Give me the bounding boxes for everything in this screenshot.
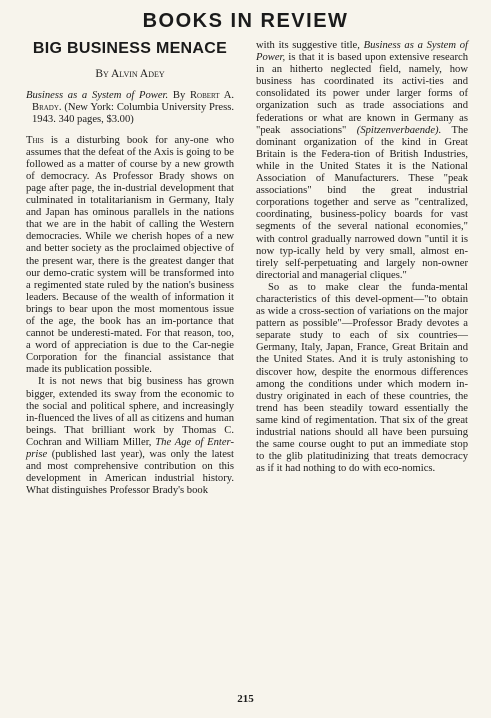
paragraph-3: [256, 40, 468, 282]
paragraph-3-part-a: with its suggestive title,: [256, 40, 364, 51]
paragraph-2-book-title: The Age of Enter-prise: [26, 436, 234, 461]
paragraph-2-part-a: It is not news that big business has grown bigger, extended its sway from the economic to the social and political sphere, and increasingly in-fluenced the lives of all as citizens and human beings. That brilliant work by Thomas C. Cochran and William Miller,: [26, 376, 234, 448]
left-column: [26, 40, 234, 497]
citation-details: (New York: Columbia University Press. 1943. 340 pages, $3.00): [32, 102, 234, 126]
paragraph-2-part-b: (published last year), was only the latest and most comprehensive contribution on this development in American industrial history. What distinguishes Professor Brady's book: [26, 449, 234, 497]
section-title: BOOKS IN REVIEW: [142, 10, 349, 32]
paragraph-2: [26, 376, 234, 497]
paragraph-1-lead: This: [26, 134, 44, 146]
citation-book-title: Business as a System of Power.: [26, 90, 169, 101]
citation-by: By: [172, 90, 186, 101]
book-citation: [26, 90, 234, 127]
paragraph-3-german-term: (Spitzenverbaende).: [356, 124, 442, 136]
paragraph-3-part-c: The dominant organization of the kind in Great Britain is the Federa-tion of British Industries, while in the United States it is the National Association of Manufacturers. These "peak associations" bind the great industrial corporations together and serve as "centralized, coordinating, business-policy boards for vast segments of the several national economies," with control gradually narrowed down "until it is now typ-ically held by very small, almost en-tirely self-perpetuating and largely non-owner directorial and managerial cliques.": [256, 124, 468, 281]
byline: By Alvin Adey: [95, 68, 165, 80]
citation-author: Robert A. Brady.: [32, 90, 235, 114]
paragraph-1: [26, 135, 234, 377]
page-number: 215: [237, 693, 254, 705]
review-title: BIG BUSINESS MENACE: [32, 40, 228, 57]
paragraph-4: So as to make clear the funda-mental characteristics of this devel-opment—"to obtain as wide a cross-section of variations on the major pattern as possible"—Professor Brady devotes a separate study to each of six countries—Germany, Italy, Japan, France, Great Britain and the United States. And it is truly astonishing to discover how, despite the enormous differences among the conditions under which modern in-dustry originated in each of these countries, the trend has been steadily toward essentially the same kind of regimentation. That six of the great industrial nations should all have been pursuing the same course ought to put an immediate stop to the glib platitudinizing that treats democracy as if it had nothing to do with eco-nomics.: [256, 281, 468, 475]
paragraph-1-text: is a disturbing book for any-one who assumes that the defeat of the Axis is going to be followed as a matter of course by a new growth of democracy. As Professor Brady shows on page after page, the in-dustrial development that culminated in totalitarianism in Germany, Italy and Japan has ominous parallels in the nations that we are in the habit of calling the Western democracies. While we cherish hopes of a new and better society as the proclaimed objective of the present war, there is the greatest danger that our demo-cratic system will be transformed into a regimented state ruled by the nation's business leaders. Because of the wealth of information it brings to bear upon the most momentous issue of the age, the book has an im-portance that cannot be underesti-mated. For that reason, too, a word of appreciation is due to the Car-negie Corporation for the financial assistance that made its publication possible.: [26, 134, 234, 376]
right-column: [256, 40, 468, 475]
paragraph-3-book-title: Business as a System of Power,: [256, 40, 468, 64]
paragraph-3-part-b: is that it is based upon extensive research in an hitherto neglected field, namely, how business has coordinated its activi-ties and consolidated its power under larger forms of organization such as trade associations and federations or what are known in Germany as "peak associations": [256, 52, 468, 136]
